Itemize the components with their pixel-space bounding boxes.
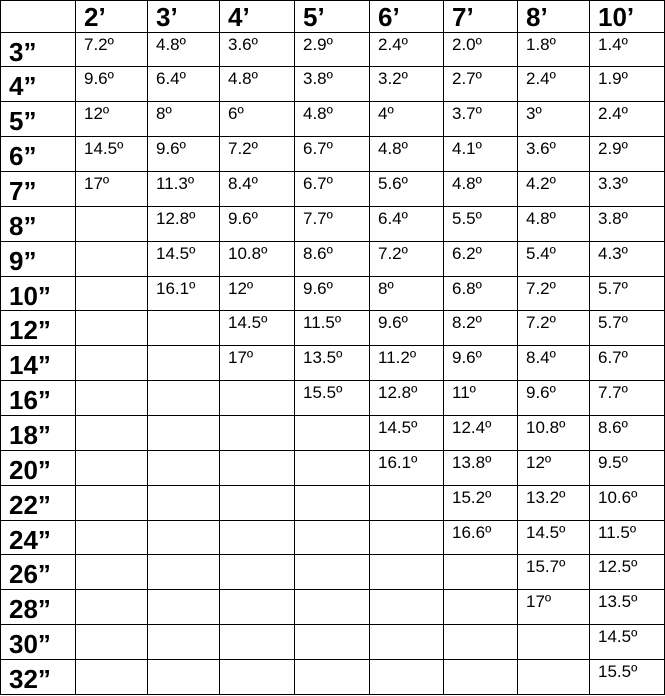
table-row: [1, 276, 665, 311]
row-header: 26”: [1, 555, 76, 590]
table-cell: 6.2º: [444, 241, 518, 276]
row-header: 5”: [1, 102, 76, 137]
table-cell: 12.8º: [370, 381, 444, 416]
table-cell: 12.5º: [590, 555, 665, 590]
table-cell: [370, 520, 444, 555]
table-cell: 9.6º: [370, 311, 444, 346]
table-cell: 11.2º: [370, 346, 444, 381]
table-cell: [295, 450, 370, 485]
table-cell: [518, 625, 590, 660]
table-cell: [220, 590, 295, 625]
table-cell: 7.2º: [370, 241, 444, 276]
table-body: [1, 32, 665, 694]
table-cell: 7.7º: [590, 381, 665, 416]
table-row: [1, 206, 665, 241]
row-header: 28”: [1, 590, 76, 625]
table-cell: 5.7º: [590, 311, 665, 346]
table-cell: [295, 485, 370, 520]
table-cell: [148, 590, 220, 625]
table-cell: 7.2º: [76, 32, 148, 67]
table-cell: 3.8º: [295, 67, 370, 102]
table-cell: 10.8º: [518, 416, 590, 451]
table-cell: 6.7º: [295, 137, 370, 172]
row-header: 3”: [1, 32, 76, 67]
table-cell: 5.5º: [444, 206, 518, 241]
table-cell: [148, 625, 220, 660]
row-header: 22”: [1, 485, 76, 520]
table-cell: 13.5º: [590, 590, 665, 625]
table-cell: [220, 555, 295, 590]
table-cell: [295, 625, 370, 660]
table-cell: [148, 450, 220, 485]
table-cell: [295, 590, 370, 625]
table-cell: 14.5º: [590, 625, 665, 660]
table-cell: 13.2º: [518, 485, 590, 520]
table-row: [1, 102, 665, 137]
table-cell: 8.6º: [590, 416, 665, 451]
table-cell: [370, 590, 444, 625]
table-cell: 12º: [76, 102, 148, 137]
table-cell: [76, 206, 148, 241]
table-row: [1, 67, 665, 102]
table-cell: 3.6º: [518, 137, 590, 172]
table-cell: 4.2º: [518, 172, 590, 207]
table-cell: [76, 416, 148, 451]
table-cell: [444, 590, 518, 625]
table-row: [1, 137, 665, 172]
table-cell: [148, 416, 220, 451]
table-cell: 12.8º: [148, 206, 220, 241]
table-cell: 7.2º: [220, 137, 295, 172]
table-cell: 9.5º: [590, 450, 665, 485]
table-cell: 6º: [220, 102, 295, 137]
table-cell: 3.8º: [590, 206, 665, 241]
table-cell: [444, 555, 518, 590]
table-cell: [148, 485, 220, 520]
table-cell: 2.9º: [295, 32, 370, 67]
table-cell: 5.6º: [370, 172, 444, 207]
table-row: [1, 660, 665, 695]
table-cell: 17º: [518, 590, 590, 625]
table-row: [1, 381, 665, 416]
table-cell: 8.6º: [295, 241, 370, 276]
table-cell: [148, 381, 220, 416]
table-cell: 2.0º: [444, 32, 518, 67]
table-cell: [148, 346, 220, 381]
table-cell: [220, 520, 295, 555]
table-cell: [76, 660, 148, 695]
table-cell: [444, 625, 518, 660]
table-cell: 6.8º: [444, 276, 518, 311]
row-header: 18”: [1, 416, 76, 451]
table-cell: 12.4º: [444, 416, 518, 451]
table-cell: [220, 381, 295, 416]
table-cell: 15.5º: [295, 381, 370, 416]
table-row: [1, 32, 665, 67]
table-cell: 4.8º: [148, 32, 220, 67]
table-cell: 3.7º: [444, 102, 518, 137]
column-header: 4’: [220, 1, 295, 33]
column-header: 7’: [444, 1, 518, 33]
table-cell: 14.5º: [370, 416, 444, 451]
table-cell: 2.4º: [518, 67, 590, 102]
table-cell: 10.6º: [590, 485, 665, 520]
table-cell: [76, 276, 148, 311]
table-cell: 13.8º: [444, 450, 518, 485]
row-header: 7”: [1, 172, 76, 207]
table-row: [1, 450, 665, 485]
table-row: [1, 520, 665, 555]
table-cell: [76, 555, 148, 590]
table-cell: 4.1º: [444, 137, 518, 172]
row-header: 10”: [1, 276, 76, 311]
table-cell: [220, 485, 295, 520]
table-row: [1, 590, 665, 625]
table-cell: [295, 416, 370, 451]
table-cell: 11.3º: [148, 172, 220, 207]
table-cell: [76, 346, 148, 381]
table-cell: 1.8º: [518, 32, 590, 67]
row-header: 6”: [1, 137, 76, 172]
table-cell: 13.5º: [295, 346, 370, 381]
row-header: 24”: [1, 520, 76, 555]
table-row: [1, 555, 665, 590]
table-cell: 16.1º: [148, 276, 220, 311]
table-cell: 10.8º: [220, 241, 295, 276]
table-cell: 3.3º: [590, 172, 665, 207]
table-cell: [76, 485, 148, 520]
table-cell: [76, 241, 148, 276]
table-cell: [148, 520, 220, 555]
table-cell: 3.2º: [370, 67, 444, 102]
table-cell: 2.9º: [590, 137, 665, 172]
table-cell: [220, 450, 295, 485]
table-cell: 6.7º: [590, 346, 665, 381]
table-cell: [295, 555, 370, 590]
table-cell: 12º: [518, 450, 590, 485]
table-cell: [370, 485, 444, 520]
table-cell: 8º: [148, 102, 220, 137]
row-header: 8”: [1, 206, 76, 241]
table-cell: 14.5º: [518, 520, 590, 555]
table-cell: 7.2º: [518, 311, 590, 346]
table-cell: [220, 625, 295, 660]
table-row: [1, 346, 665, 381]
row-header: 30”: [1, 625, 76, 660]
table-cell: [76, 311, 148, 346]
table-row: [1, 172, 665, 207]
table-cell: 6.4º: [148, 67, 220, 102]
table-cell: 2.7º: [444, 67, 518, 102]
table-cell: [76, 381, 148, 416]
column-header: 3’: [148, 1, 220, 33]
column-header: 6’: [370, 1, 444, 33]
table-cell: 15.7º: [518, 555, 590, 590]
column-header: 8’: [518, 1, 590, 33]
row-header: 14”: [1, 346, 76, 381]
column-header: 10’: [590, 1, 665, 33]
table-row: [1, 625, 665, 660]
table-cell: 4.8º: [444, 172, 518, 207]
table-cell: 16.6º: [444, 520, 518, 555]
table-cell: [370, 625, 444, 660]
table-cell: 4.8º: [518, 206, 590, 241]
table-row: [1, 485, 665, 520]
table-cell: [148, 660, 220, 695]
table-cell: 1.4º: [590, 32, 665, 67]
table-cell: 6.7º: [295, 172, 370, 207]
table-cell: 3º: [518, 102, 590, 137]
table-cell: 9.6º: [220, 206, 295, 241]
table-cell: [370, 555, 444, 590]
table-cell: [370, 660, 444, 695]
table-cell: [76, 590, 148, 625]
table-cell: 9.6º: [76, 67, 148, 102]
table-cell: 7.2º: [518, 276, 590, 311]
table-cell: 14.5º: [220, 311, 295, 346]
table-cell: 4.3º: [590, 241, 665, 276]
table-cell: 4.8º: [220, 67, 295, 102]
table-cell: 3.6º: [220, 32, 295, 67]
table-cell: 17º: [220, 346, 295, 381]
table-cell: [76, 450, 148, 485]
row-header: 16”: [1, 381, 76, 416]
table-cell: [76, 520, 148, 555]
table-cell: 14.5º: [148, 241, 220, 276]
table-cell: 1.9º: [590, 67, 665, 102]
table-cell: 4º: [370, 102, 444, 137]
column-header: 2’: [76, 1, 148, 33]
table-row: [1, 311, 665, 346]
table-cell: [148, 311, 220, 346]
table-cell: 7.7º: [295, 206, 370, 241]
table-cell: 5.7º: [590, 276, 665, 311]
table-cell: [220, 416, 295, 451]
table-cell: [295, 520, 370, 555]
table-cell: 15.2º: [444, 485, 518, 520]
table-cell: 9.6º: [148, 137, 220, 172]
table-cell: 11.5º: [590, 520, 665, 555]
table-cell: 5.4º: [518, 241, 590, 276]
column-header: 5’: [295, 1, 370, 33]
row-header: 4”: [1, 67, 76, 102]
row-header: 32”: [1, 660, 76, 695]
table-cell: [295, 660, 370, 695]
table-cell: 12º: [220, 276, 295, 311]
table-row: [1, 241, 665, 276]
table-cell: [444, 660, 518, 695]
table-cell: [220, 660, 295, 695]
table-cell: 4.8º: [370, 137, 444, 172]
table-cell: 9.6º: [444, 346, 518, 381]
table-cell: 6.4º: [370, 206, 444, 241]
table-cell: 2.4º: [590, 102, 665, 137]
table-cell: 11.5º: [295, 311, 370, 346]
corner-cell: [1, 1, 76, 33]
table-cell: [76, 625, 148, 660]
row-header: 20”: [1, 450, 76, 485]
table-cell: 9.6º: [295, 276, 370, 311]
table-cell: 14.5º: [76, 137, 148, 172]
table-cell: 8.2º: [444, 311, 518, 346]
row-header: 12”: [1, 311, 76, 346]
table-cell: 16.1º: [370, 450, 444, 485]
header-row: [1, 1, 665, 33]
table-cell: 8.4º: [220, 172, 295, 207]
table-cell: [148, 555, 220, 590]
row-header: 9”: [1, 241, 76, 276]
table-cell: 2.4º: [370, 32, 444, 67]
table-row: [1, 416, 665, 451]
table-cell: 8º: [370, 276, 444, 311]
table-cell: 17º: [76, 172, 148, 207]
table-cell: [518, 660, 590, 695]
table-cell: 9.6º: [518, 381, 590, 416]
table-cell: 8.4º: [518, 346, 590, 381]
table-cell: 11º: [444, 381, 518, 416]
table-cell: 15.5º: [590, 660, 665, 695]
table-cell: 4.8º: [295, 102, 370, 137]
